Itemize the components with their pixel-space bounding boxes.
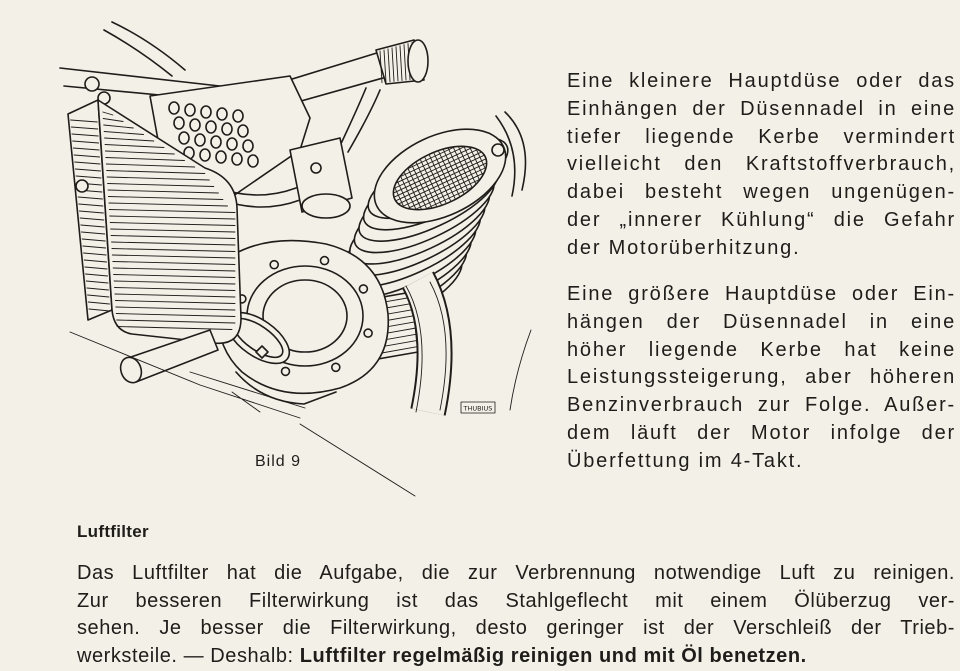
steering-strut bbox=[104, 22, 185, 76]
text-line: vielleicht den Kraftstoffverbrauch, bbox=[567, 153, 956, 176]
shroud-knob bbox=[76, 180, 88, 192]
text-line: der Motorüberhitzung. bbox=[567, 236, 801, 259]
air-hole bbox=[216, 151, 226, 163]
air-hole bbox=[169, 102, 179, 114]
cover-bolt bbox=[270, 261, 278, 269]
frame-bolt bbox=[85, 77, 99, 91]
air-hole bbox=[190, 119, 200, 131]
text-line: Zur besseren Filterwirkung ist das Stahlgeflecht mit einem Ölüberzug ver- bbox=[77, 589, 955, 612]
text-line: Das Luftfilter hat die Aufgabe, die zur Verbrennung notwendige Luft zu reinigen. bbox=[77, 562, 955, 584]
air-hole bbox=[238, 125, 248, 137]
section-heading-air-filter: Luftfilter bbox=[77, 522, 149, 541]
illustrator-signature: THUBIUS bbox=[463, 404, 493, 413]
throttle-cable bbox=[338, 88, 380, 152]
carburettor-float-bowl bbox=[302, 194, 350, 218]
text-line: Überfettung im 4-Takt. bbox=[567, 449, 804, 472]
text-line: höher liegende Kerbe hat keine bbox=[567, 338, 956, 361]
air-hole bbox=[222, 123, 232, 135]
final-line-text: werksteile. — Deshalb: bbox=[77, 644, 300, 667]
text-line: dem läuft der Motor infolge der bbox=[567, 421, 956, 444]
air-hole bbox=[206, 121, 216, 133]
cover-bolt bbox=[321, 257, 329, 265]
air-hole bbox=[233, 110, 243, 122]
air-hole bbox=[217, 108, 227, 120]
air-hole bbox=[232, 153, 242, 165]
text-line: der „innerer Kühlung“ die Gefahr bbox=[567, 208, 956, 231]
text-line-final bbox=[77, 643, 955, 671]
air-hole bbox=[248, 155, 258, 167]
cover-bolt bbox=[332, 363, 340, 371]
paragraph-larger-jet bbox=[567, 281, 956, 476]
exhaust-pipe-body bbox=[418, 280, 435, 412]
text-line: dabei besteht wegen ungenügen- bbox=[567, 181, 956, 204]
air-hole bbox=[201, 106, 211, 118]
right-column-text bbox=[567, 68, 956, 476]
air-hole bbox=[179, 132, 189, 144]
engine-illustration bbox=[0, 0, 560, 500]
air-hole bbox=[195, 134, 205, 146]
text-line: Einhängen der Düsennadel in eine bbox=[567, 97, 956, 120]
air-hole bbox=[200, 149, 210, 161]
rear-frame-line bbox=[510, 330, 531, 410]
text-line: Benzinverbrauch zur Folge. Außer- bbox=[567, 394, 956, 417]
cover-bolt bbox=[364, 329, 372, 337]
text-line: Eine größere Hauptdüse oder Ein- bbox=[567, 282, 956, 305]
text-line: tiefer liegende Kerbe vermindert bbox=[567, 125, 956, 148]
air-hole bbox=[185, 104, 195, 116]
air-hole bbox=[174, 117, 184, 129]
air-hole bbox=[243, 140, 253, 152]
air-hole bbox=[227, 138, 237, 150]
text-line: Eine kleinere Hauptdüse oder das bbox=[567, 70, 956, 92]
cover-bolt bbox=[282, 367, 290, 375]
paragraph-smaller-jet bbox=[567, 68, 956, 263]
handlebar-grip-end bbox=[408, 40, 428, 82]
carburettor-screw bbox=[311, 163, 321, 173]
text-line: hängen der Düsennadel in eine bbox=[567, 310, 956, 333]
text-line: sehen. Je besser die Filterwirkung, desto geringer ist der Verschleiß der Trieb- bbox=[77, 617, 955, 639]
air-hole bbox=[211, 136, 221, 148]
cover-bolt bbox=[359, 285, 367, 293]
leader-line bbox=[300, 424, 415, 496]
text-line: Leistungssteigerung, aber höheren bbox=[567, 366, 956, 389]
figure-caption: Bild 9 bbox=[255, 453, 302, 470]
air-filter-paragraph bbox=[77, 560, 955, 670]
final-line-emphasis: Luftfilter regelmäßig reinigen und mit Öl benetzen. bbox=[299, 644, 807, 667]
spark-plug bbox=[492, 144, 504, 156]
